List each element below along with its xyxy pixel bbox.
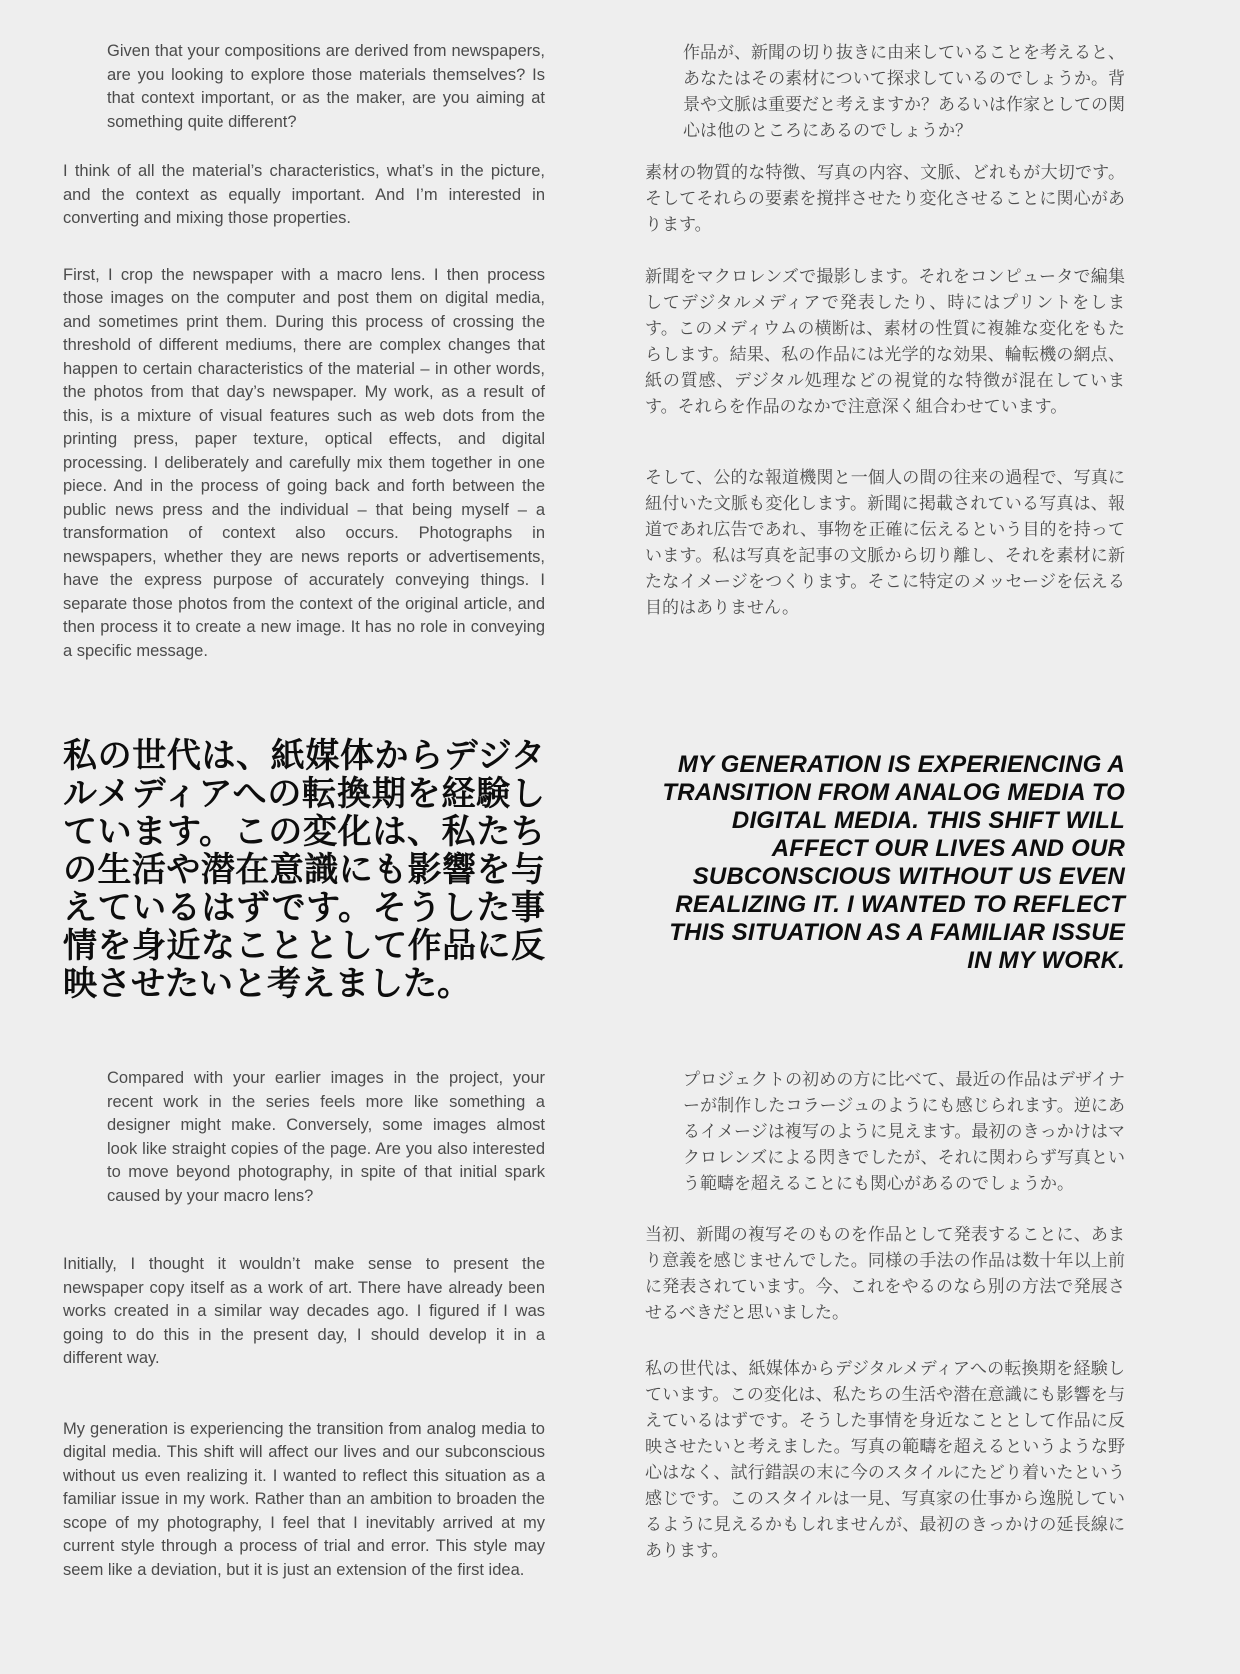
interview-answer-en-3: Initially, I thought it wouldn’t make sense to present the newspaper copy itself as a work of art. There have already been works created in a similar way decades ago. I figured if I was going to do this in the present day, I should develop it in a different way. bbox=[63, 1255, 545, 1367]
interview-answer-en-4: My generation is experiencing the transition from analog media to digital media. This shift will affect our lives and our subconscious without us even realizing it. I wanted to reflect this situation as a familiar issue in my work. Rather than an ambition to broaden the scope of my photography, I feel that I inevitably arrived at my current style through a process of trial and error. This style may seem like a deviation, but it is just an extension of the first idea. bbox=[63, 1419, 545, 1579]
interview-question-ja-1: 作品が、新聞の切り抜きに由来していることを考えると、あなたはその素材について探求しているのでしょうか。背景や文脈は重要だと考えますか？あるいは作家としての関心は他のところにあるのでしょうか？ bbox=[683, 43, 1125, 140]
right-column-top bbox=[645, 40, 1125, 621]
pull-quote-en-cell bbox=[645, 663, 1125, 975]
interview-answer-ja-3: そして、公的な報道機関と一個人の間の往来の過程で、写真に紐付いた文脈も変化します。新聞に掲載されている写真は、報道であれ広告であれ、事物を正確に伝えるという目的を持っています。私は写真を記事の文脈から切り離し、それを素材に新たなイメージをつくります。そこに特定のメッセージを伝える目的はありません。 bbox=[645, 468, 1125, 617]
pull-quote-ja-cell bbox=[63, 663, 545, 1003]
pull-quote-japanese: 私の世代は、紙媒体からデジタルメディアへの転換期を経験しています。この変化は、私たちの生活や潜在意識にも影響を与えているはずです。そうした事情を身近なこととして作品に反映させたいと考えました。 bbox=[63, 737, 545, 1003]
right-column-bottom bbox=[645, 1003, 1125, 1564]
interview-answer-ja-5: 私の世代は、紙媒体からデジタルメディアへの転換期を経験しています。この変化は、私たちの生活や潜在意識にも影響を与えているはずです。そうした事情を身近なこととして作品に反映させたいと考えました。写真の範疇を超えるというような野心はなく、試行錯誤の末に今のスタイルにたどり着いたという感じです。このスタイルは一見、写真家の仕事から逸脱しているように見えるかもしれませんが、最初のきっかけの延長線にあります。 bbox=[645, 1359, 1125, 1560]
interview-answer-ja-4: 当初、新聞の複写そのものを作品として発表することに、あまり意義を感じませんでした。同様の手法の作品は数十年以上前に発表されています。今、これをやるのなら別の方法で発展させるべきだと思いました。 bbox=[645, 1225, 1125, 1322]
interview-question-ja-2: プロジェクトの初めの方に比べて、最近の作品はデザイナーが制作したコラージュのようにも感じられます。逆にあるイメージは複写のように見えます。最初のきっかけはマクロレンズによる閃きでしたが、それに関わらず写真という範疇を超えることにも関心があるのでしょうか。 bbox=[683, 1070, 1125, 1193]
interview-answer-en-1: I think of all the material’s characteristics, what’s in the picture, and the context as equally important. And I’m interested in converting and mixing those properties. bbox=[63, 162, 545, 227]
interview-answer-ja-2: 新聞をマクロレンズで撮影します。それをコンピュータで編集してデジタルメディアで発表したり、時にはプリントをします。このメディウムの横断は、素材の性質に複雑な変化をもたらします。結果、私の作品には光学的な効果、輪転機の網点、紙の質感、デジタル処理などの視覚的な特徴が混在しています。それらを作品のなかで注意深く組合わせています。 bbox=[645, 267, 1125, 416]
interview-question-en-1: Given that your compositions are derived from newspapers, are you looking to explore those materials themselves? Is that context important, or as the maker, are you aiming at something quite different? bbox=[107, 42, 545, 131]
interview-answer-en-2: First, I crop the newspaper with a macro lens. I then process those images on the computer and post them on digital media, and sometimes print them. During this process of crossing the threshold of different mediums, there are complex changes that happen to certain characteristics of the material – in other words, the photos from that day’s newspaper. My work, as a result of this, is a mixture of visual features such as web dots from the printing press, paper texture, optical effects, and digital processing. I deliberately and carefully mix them together in one piece. And in the process of going back and forth between the public news press and the individual – that being myself – a transformation of context also occurs. Photographs in newspapers, whether they are news reports or advertisements, have the express purpose of accurately conveying things. I separate those photos from the context of the original article, and then process it to create a new image. It has no role in conveying a specific message. bbox=[63, 265, 545, 660]
left-column-bottom bbox=[63, 1003, 545, 1582]
pull-quote-english: MY GENERATION IS EXPERIENCING A TRANSITION FROM ANALOG MEDIA TO DIGITAL MEDIA. THIS SHIFT WILL AFFECT OUR LIVES AND OUR SUBCONSCIOUS WITHOUT US EVEN REALIZING IT. I WANTED TO REFLECT THIS SITUATION AS A FAMILIAR ISSUE IN MY WORK. bbox=[662, 751, 1125, 974]
interview-question-en-2: Compared with your earlier images in the project, your recent work in the series feels more like something a designer might make. Conversely, some images almost look like straight copies of the page. Are you also interested to move beyond photography, in spite of that initial spark caused by your macro lens? bbox=[107, 1069, 545, 1205]
interview-answer-ja-1: 素材の物質的な特徴、写真の内容、文脈、どれもが大切です。そしてそれらの要素を撹拌させたり変化させることに関心があります。 bbox=[645, 163, 1125, 234]
left-column-top bbox=[63, 40, 545, 663]
